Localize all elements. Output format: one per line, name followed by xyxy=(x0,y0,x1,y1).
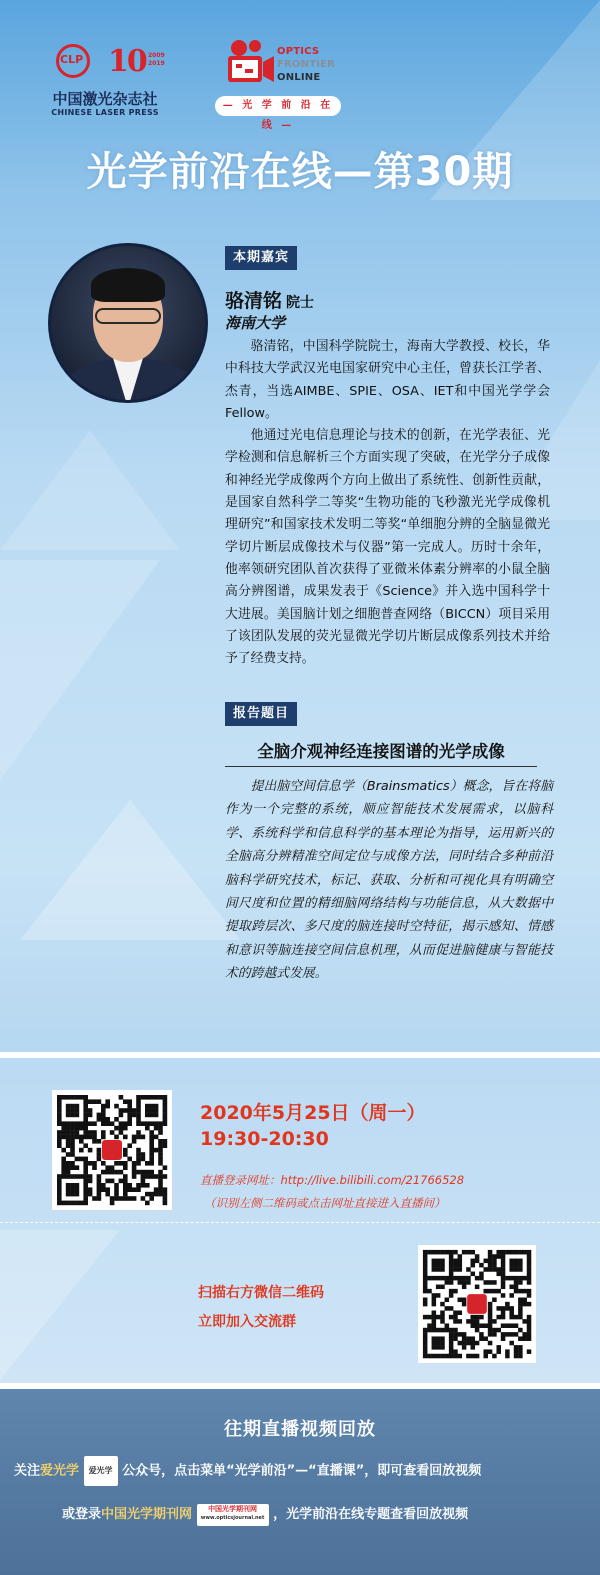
event-date: 2020年5月25日（周一） xyxy=(200,1102,426,1124)
aiguangxue-link[interactable]: 爱光学 xyxy=(40,1463,80,1479)
page-title: 光学前沿在线—第30期 xyxy=(86,149,514,195)
live-hint: （识别左侧二维码或点击网址直接进入直播间） xyxy=(204,1196,446,1210)
wechat-instruction-2: 立即加入交流群 xyxy=(198,1314,296,1330)
decor-triangle xyxy=(20,800,240,940)
ten-years-mark: 10 xyxy=(108,44,146,79)
bio-paragraph: 骆清铭，中国科学院院士，海南大学教授、校长，华中科技大学武汉光电国家研究中心主任，曾获长江学者、杰青，当选AIMBE、SPIE、OSA、IET和中国光学学会Fellow。 xyxy=(225,339,550,421)
dashed-divider xyxy=(0,1222,600,1223)
replay-title: 往期直播视频回放 xyxy=(224,1419,376,1440)
guest-name-text: 骆清铭 xyxy=(225,290,283,312)
guest-bio xyxy=(225,336,550,670)
report-title: 全脑介观神经连接图谱的光学成像 xyxy=(225,738,537,767)
decor-triangle xyxy=(0,1230,120,1380)
guest-portrait xyxy=(48,243,208,403)
opticsjournal-link[interactable]: 中国光学期刊网 xyxy=(101,1507,193,1522)
decor-triangle xyxy=(0,560,160,780)
publisher-name-en: CHINESE LASER PRESS xyxy=(51,108,159,117)
replay-instruction-1: 关注爱光学 爱光学 公众号，点击菜单“光学前沿”—“直播课”，即可查看回放视频 xyxy=(14,1456,481,1486)
guest-section-label: 本期嘉宾 xyxy=(225,246,297,270)
live-room-qr-code[interactable] xyxy=(52,1090,172,1210)
camera-icon xyxy=(225,38,275,84)
opticsjournal-logo: 中国光学期刊网 www.opticsjournal.net xyxy=(197,1504,269,1526)
qr-center-logo-icon xyxy=(102,1140,122,1160)
event-time: 19:30-20:30 xyxy=(200,1128,329,1150)
publisher-name-cn: 中国激光杂志社 xyxy=(52,90,158,108)
portrait-hair xyxy=(91,268,165,302)
qr-center-logo-icon xyxy=(467,1294,487,1314)
portrait-glasses xyxy=(95,308,161,324)
bio-paragraph: 他通过光电信息理论与技术的创新，在光学表征、光学检测和信息解析三个方面实现了突破，在光学分子成像和神经光学成像两个方向上做出了系统性、创新性贡献，是国家自然科学二等奖“生物功能的飞秒激光光学成像机理研究”和国家技术发明二等奖“单细胞分辨的全脑显微光学切片断层成像技术与仪器”第一完成人。历时十余年，他率领研究团队首次获得了亚微米体素分辨率的小鼠全脑高分辨图谱，成果发表于《Science》并入选中国科学十大进展。美国脑计划之细胞普查网络（BICCN）项目采用了该团队发展的荧光显微光学切片断层成像系列技术并给予了经费支持。 xyxy=(225,428,550,667)
chinese-laser-press-logo xyxy=(40,44,170,119)
guest-name xyxy=(225,286,314,313)
report-abstract: 提出脑空间信息学（Brainsmatics）概念，旨在将脑作为一个完整的系统，顺应智能技术发展需求，以脑科学、系统科学和信息科学的基本理论为指导，运用新兴的全脑高分辨精准空间定位与成像方法，同时结合多种前沿脑科学研究技术，标记、获取、分析和可视化具有明确空间尺度和位置的精细脑网络结构与功能信息，从大数据中提取跨层次、多尺度的脑连接时空特征，揭示感知、情感和意识等脑连接空间信息机理，从而促进脑健康与智能技术的跨越式发展。 xyxy=(225,779,553,982)
replay-instruction-2: 或登录中国光学期刊网 中国光学期刊网 www.opticsjournal.net ，光学前沿在线专题查看回放视频 xyxy=(62,1503,468,1526)
guest-organization: 海南大学 xyxy=(225,314,286,332)
ofo-line-optics: OPTICS xyxy=(277,46,320,57)
wechat-group-qr-code[interactable] xyxy=(418,1245,536,1363)
clp-logo-text: CLP xyxy=(60,53,84,66)
report-section-label: 报告题目 xyxy=(225,702,297,726)
guest-title: 院士 xyxy=(286,295,315,311)
optics-frontier-online-logo xyxy=(215,38,345,131)
ofo-line-online: ONLINE xyxy=(277,72,321,83)
ten-years-dates: 2009 2019 xyxy=(148,52,165,67)
ofo-tagline: — 光 学 前 沿 在 线 — xyxy=(215,96,341,116)
live-url-link[interactable]: 直播登录网址：http://live.bilibili.com/21766528 xyxy=(200,1173,465,1187)
aiguangxue-logo: 爱光学 xyxy=(84,1456,118,1486)
wechat-instruction-1: 扫描右方微信二维码 xyxy=(198,1285,324,1301)
decor-triangle xyxy=(0,430,180,550)
ofo-line-frontier: FRONTIER xyxy=(277,59,336,70)
